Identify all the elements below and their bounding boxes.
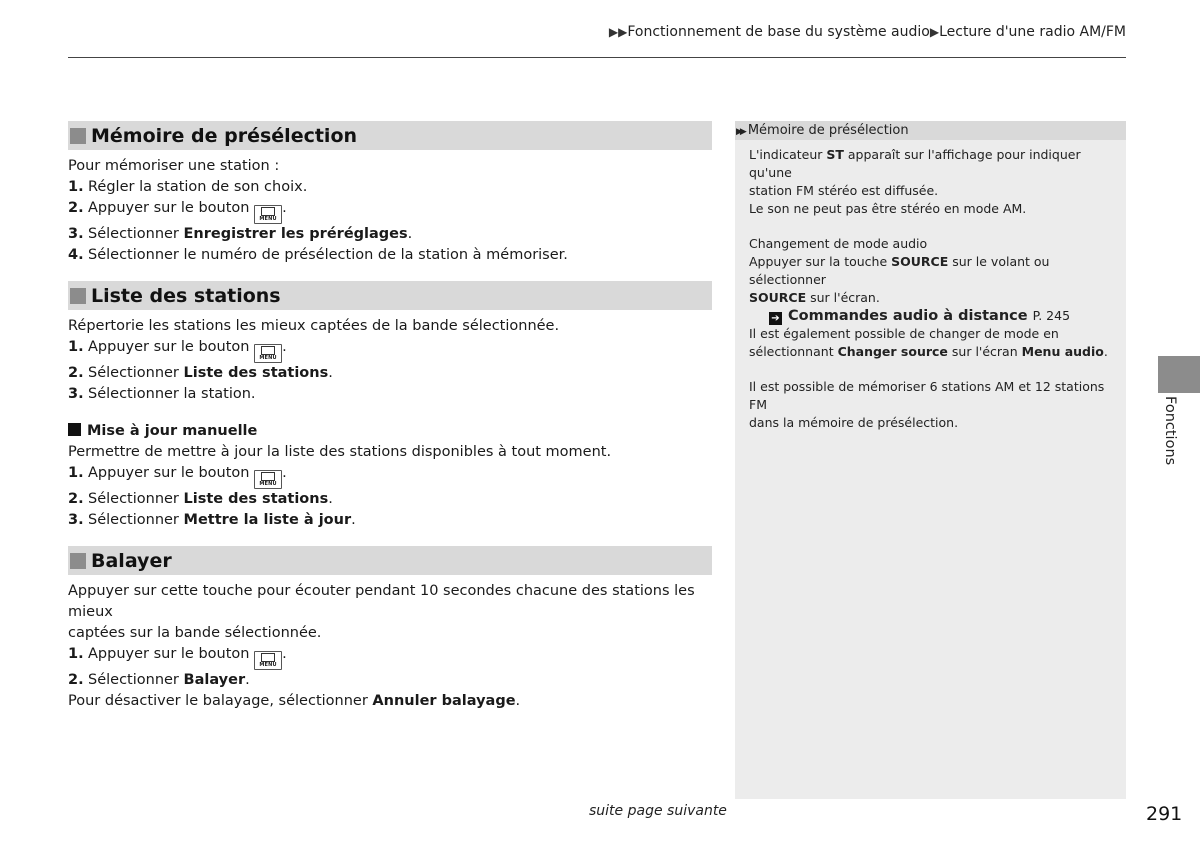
- section-heading-balayer: [68, 546, 712, 575]
- sidebar-text: dans la mémoire de présélection.: [749, 415, 959, 430]
- sidebar-subtitle: Changement de mode audio: [749, 236, 928, 251]
- step-3: 3. Sélectionner Mettre la liste à jour.: [68, 512, 356, 528]
- sidebar-text: Il est également possible de changer de mode en: [749, 326, 1059, 341]
- chapter-tab-label: Fonctions: [1162, 396, 1178, 466]
- breadcrumb-arrow-icon: ▶: [929, 25, 940, 39]
- menu-button-icon: MENU: [254, 344, 282, 363]
- menu-button-icon: MENU: [254, 651, 282, 670]
- breadcrumb: [609, 24, 1126, 40]
- note-marker-icon: ▶▶: [736, 127, 744, 137]
- sidebar-notes: [735, 121, 1126, 799]
- section-intro-line-1: Appuyer sur cette touche pour écouter pendant 10 secondes chacune des stations les mieux: [68, 583, 695, 620]
- step-3: 3. Sélectionner la station.: [68, 386, 256, 402]
- cross-reference-link[interactable]: ➔ Commandes audio à distance P. 245: [769, 307, 1112, 325]
- page-number: 291: [1146, 803, 1183, 825]
- section-note: Pour désactiver le balayage, sélectionner Annuler balayage.: [68, 693, 521, 709]
- section-heading-liste: [68, 281, 712, 310]
- main-content: [68, 121, 712, 712]
- menu-button-icon: MENU: [254, 205, 282, 224]
- section-square-icon: [70, 288, 86, 304]
- section-intro-line-2: captées sur la bande sélectionnée.: [68, 625, 322, 641]
- step-1: 1. Régler la station de son choix.: [68, 179, 308, 195]
- section-title: Mémoire de présélection: [91, 124, 358, 147]
- sidebar-text: Il est possible de mémoriser 6 stations AM et 12 stations FM: [749, 379, 1105, 412]
- header-divider: [68, 57, 1126, 58]
- section-heading-memoire: [68, 121, 712, 150]
- section-intro: Répertorie les stations les mieux captées de la bande sélectionnée.: [68, 318, 560, 334]
- sidebar-text: SOURCE sur l'écran.: [749, 290, 880, 305]
- sidebar-body: [735, 140, 1126, 432]
- step-2: 2. Appuyer sur le bouton MENU .: [68, 200, 287, 222]
- section-title: Balayer: [91, 549, 172, 572]
- step-1: 1. Appuyer sur le bouton MENU .: [68, 339, 287, 361]
- menu-button-icon: MENU: [254, 470, 282, 489]
- chapter-tab: [1158, 356, 1200, 393]
- step-2: 2. Sélectionner Balayer.: [68, 672, 250, 688]
- step-1: 1. Appuyer sur le bouton MENU .: [68, 646, 287, 668]
- step-1: 1. Appuyer sur le bouton MENU .: [68, 465, 287, 487]
- sidebar-text: Appuyer sur la touche SOURCE sur le volant ou sélectionner: [749, 254, 1050, 287]
- subsection-intro: Permettre de mettre à jour la liste des stations disponibles à tout moment.: [68, 444, 612, 460]
- subsection-square-icon: [68, 423, 81, 436]
- sidebar-text: sélectionnant Changer source sur l'écran Menu audio.: [749, 344, 1108, 359]
- breadcrumb-arrow-icon: ▶▶: [608, 25, 628, 39]
- xref-arrow-icon: ➔: [769, 312, 782, 325]
- sidebar-text: station FM stéréo est diffusée.: [749, 183, 939, 198]
- sidebar-title: ▶▶ Mémoire de présélection: [735, 121, 1126, 140]
- section-square-icon: [70, 553, 86, 569]
- subsection-heading: Mise à jour manuelle: [68, 421, 712, 442]
- continued-note: suite page suivante: [589, 803, 727, 819]
- step-4: 4. Sélectionner le numéro de présélection de la station à mémoriser.: [68, 247, 568, 263]
- step-2: 2. Sélectionner Liste des stations.: [68, 491, 333, 507]
- step-2: 2. Sélectionner Liste des stations.: [68, 365, 333, 381]
- section-square-icon: [70, 128, 86, 144]
- breadcrumb-item-1: Fonctionnement de base du système audio: [627, 24, 930, 40]
- section-title: Liste des stations: [91, 284, 281, 307]
- step-3: 3. Sélectionner Enregistrer les préréglages.: [68, 226, 413, 242]
- section-intro: Pour mémoriser une station :: [68, 158, 280, 174]
- sidebar-text: L'indicateur ST apparaît sur l'affichage pour indiquer qu'une: [749, 147, 1081, 180]
- breadcrumb-item-2: Lecture d'une radio AM/FM: [939, 24, 1126, 40]
- sidebar-text: Le son ne peut pas être stéréo en mode AM.: [749, 201, 1027, 216]
